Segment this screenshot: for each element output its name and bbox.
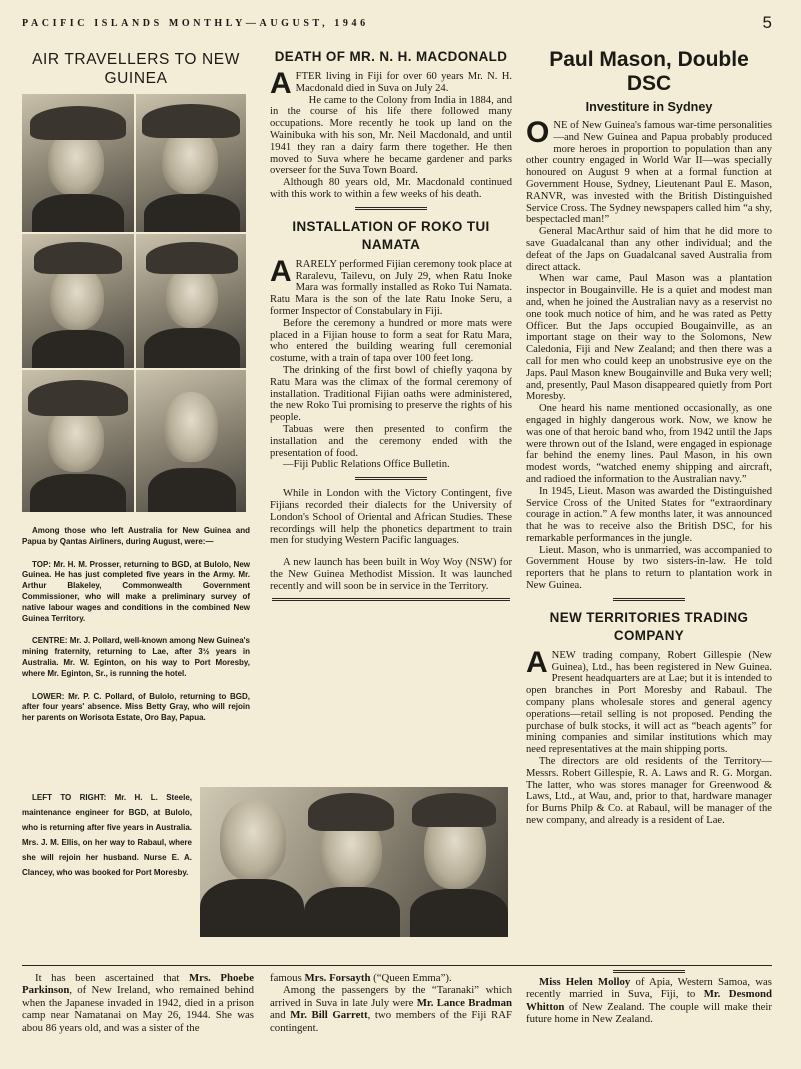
roko-title: INSTALLATION OF ROKO TUI NAMATA: [292, 218, 490, 252]
macdonald-title: DEATH OF MR. N. H. MACDONALD: [274, 49, 508, 64]
divider: [613, 970, 685, 973]
group-photo: [200, 787, 508, 937]
paul-paragraph: In 1945, Lieut. Mason was awarded the Distinguished Service Cross of the United States for “extraordinary courage in action.” A few months later, it was announced that he was to receive also the British DSC, for his remarkable performances in the jungle.: [526, 485, 772, 544]
paul-paragraph: ONE of New Guinea's famous war-time personalities—and New Guinea and Papua probably produced more heroes in proportion to population than any other country engaged in World War II—was specially honoured on August 9 when at a formal function at Government House, Sydney, Lieutenant Paul E. Mason, RANVR, was invested with the British Distinguished Service Cross. The Sydney newspapers called him “a shy, bespectacled man!”: [526, 116, 772, 226]
divider: [355, 207, 427, 210]
molloy-brief: Miss Helen Molloy of Apia, Western Samoa, was recently married in Suva, Fiji, to Mr. Desmond Whitton of New Zealand. The couple will make their future home in New Zealand.: [526, 972, 772, 1026]
macdonald-paragraph: Although 80 years old, Mr. Macdonald continued with this work to within a few weeks of his death.: [270, 177, 512, 200]
portrait-photo: [22, 94, 134, 232]
macdonald-paragraph: AFTER living in Fiji for over 60 years Mr. N. H. Macdonald died in Suva on July 24.: [270, 67, 512, 100]
trading-paragraph: The directors are old residents of the Territory—Messrs. Robert Gillespie, R. A. Laws and R. G. Morgan. The latter, who was stores manager for Greenwood & Laws, Ltd., at Wau, and, prior to that, hardware manager for Burns Philp & Co. at Rabaul, will be manager of the new company, and already is a resident of Lae.: [526, 756, 772, 827]
divider: [613, 598, 685, 601]
paul-paragraph: General MacArthur said of him that he did more to save Guadalcanal than any other individual; and the defeat of the Japs on Guadalcanal saved Australia from direct attack.: [526, 226, 772, 273]
roko-paragraph: ARARELY performed Fijian ceremony took place at Raralevu, Tailevu, on July 29, when Ratu Inoke Mara was formally installed as Roko Tui Namata. Ratu Mara is the son of the late Ratu Inoke Seru, a former Inspector of Constabulary in Fiji.: [270, 254, 512, 317]
air-caption-intro: Among those who left Australia for New Guinea and Papua by Qantas Airliners, during August, were:—: [22, 526, 250, 546]
macdonald-paragraph: He came to the Colony from India in 1884, and in the course of his life there followed many occupations. More recently he took up land on the Wainibuka with his son, Mr. Neil Macdonald, and until 1941 they ran a dairy farm there together. He then moved to Suva where he became gardener and parks overseer for the Suva Town Board.: [270, 94, 512, 177]
column-right: [526, 48, 772, 827]
left-to-right-caption: LEFT TO RIGHT: Mr. H. L. Steele, maintenance engineer for BGD, at Bulolo, who is returning after five years in Australia. Mrs. J. M. Ellis, on her way to Rabaul, where she will rejoin her husband. Nurse E. A. Clancey, who was booked for Port Moresby.: [22, 793, 192, 877]
portrait-photo: [136, 234, 246, 368]
masthead: PACIFIC ISLANDS MONTHLY—AUGUST, 1946: [22, 18, 369, 29]
air-caption-centre: CENTRE: Mr. J. Pollard, well-known among New Guinea's mining fraternity, returning to Lae, after 3½ years in Australia. Mr. W. Eginton, on his way to Port Moresby, where Mr. Eginton, Sr., is running the hotel.: [22, 636, 250, 678]
dropcap: O: [526, 116, 550, 149]
portrait-photo: [136, 370, 246, 512]
brief-paragraph: A new launch has been built in Woy Woy (NSW) for the New Guinea Methodist Mission. It was launched recently and will soon be in service in the Territory.: [270, 557, 512, 592]
air-caption-lower: LOWER: Mr. P. C. Pollard, of Bulolo, returning to BGD, after four years' absence. Miss Betty Gray, who will rejoin her parents on Worisota Estate, Oro Bay, Papua.: [22, 691, 250, 723]
parkinson-brief: It has been ascertained that Mrs. Phoebe Parkinson, of New Ireland, who remained behind when the Japanese invaded in 1942, died in a prison camp near Namatanai on May 26, 1944. She was abou 86 years old, and was a sister of the: [22, 972, 255, 1034]
dropcap: A: [270, 254, 292, 288]
passengers-brief: famous Mrs. Forsayth (“Queen Emma”). Among the passengers by the “Taranaki” which arrived in Suva in late July were Mr. Lance Bradman and Mr. Bill Garrett, two members of the Fiji RAF contingent.: [270, 972, 513, 1034]
roko-paragraph: Before the ceremony a hundred or more mats were placed in a Fijian house to form a seat for Ratu Mara, who entered the building wearing full ceremonial costume, with a train of tapa over 100 feet long.: [270, 317, 512, 365]
air-caption-top: TOP: Mr. H. M. Prosser, returning to BGD, at Bulolo, New Guinea. He has just completed five years in the Army. Mr. Arthur Blakeley, Commonwealth Government Commissioner, who will make a preliminary survey of native labour wages and conditions in the combined New Guinea Territory.: [22, 559, 250, 623]
paul-mason-title: Paul Mason, Double DSC: [549, 48, 749, 95]
roko-paragraph: The drinking of the first bowl of chiefly yaqona by Ratu Mara was the climax of the formal ceremony of installation. Traditional Fijian oaths were administered, the new Roko Tui promising to preserve the rights of his people.: [270, 364, 512, 424]
page-number: 5: [762, 13, 772, 32]
brief-paragraph: While in London with the Victory Contingent, five Fijians recorded their dialects for the University of London's School of Oriental and African Studies. These recordings will help the phonetics department to train men for studying Western Pacific languages.: [270, 488, 512, 547]
page-header: [22, 13, 772, 36]
portrait-photos: [22, 94, 246, 512]
dropcap: A: [270, 67, 292, 100]
roko-paragraph: Tabuas were then presented to confirm the installation and the ceremony ended with the presentation of food.: [270, 423, 512, 459]
portrait-photo: [22, 234, 134, 368]
air-travellers-title: AIR TRAVELLERS TO NEW GUINEA: [32, 51, 240, 87]
paul-paragraph: Lieut. Mason, who is unmarried, was accompanied to Government House by two sisters-in-law. He told reporters that he plans to return to plantation work in New Guinea.: [526, 544, 772, 592]
divider: [355, 477, 427, 480]
column-air-travellers: [22, 48, 250, 724]
column-middle: [270, 48, 512, 609]
bottom-rule: [22, 965, 772, 966]
trading-title: NEW TERRITORIES TRADING COMPANY: [549, 609, 749, 643]
paul-paragraph: When war came, Paul Mason was a plantation inspector in Bougainville. He is a quiet and modest man and, when he joined the Australian navy as a reservist no one took much notice of him, and he was rated as Petty Officer. But the Japs occupied Bougainville, as an important stage on their way to the Solomons, New Caledonia, Fiji and New Zealand; and then there was a call for men who could keep an unobstrusive eye on the Japs. Paul Mason knew Bougainville and Buka very well; and, presently, Paul Mason disappeared quietly from Port Moresby.: [526, 273, 772, 403]
portrait-photo: [136, 94, 246, 232]
paul-mason-subtitle: Investiture in Sydney: [585, 100, 713, 114]
roko-credit: —Fiji Public Relations Office Bulletin.: [283, 459, 450, 471]
trading-paragraph: ANEW trading company, Robert Gillespie (New Guinea), Ltd., has been registered in New Guinea. Present headquarters are at Lae; but it is intended to open branches in Port Moresby and Rabaul. The company plans wholesale stores and general agency operations—retail selling is not proposed. Pending the purchase of bulk stocks, it will act as “beach agents” for mining companies and similar institutions which may need representatives at the main shipping ports.: [526, 645, 772, 756]
left-to-right-caption-block: [22, 790, 192, 880]
portrait-photo: [22, 370, 134, 512]
divider: [272, 598, 510, 601]
dropcap: A: [526, 645, 548, 679]
paul-paragraph: One heard his name mentioned occasionally, as one engaged in highly dangerous work. Now, we know he was one of that heroic band who, from 1942 until the Japs were thrown out of the Island, were engaged in espionage far behind the enemy lines. Paul Mason, in his own modest words, “watched enemy shipping and aircraft, and radioed the information to the Australian navy.”: [526, 403, 772, 485]
